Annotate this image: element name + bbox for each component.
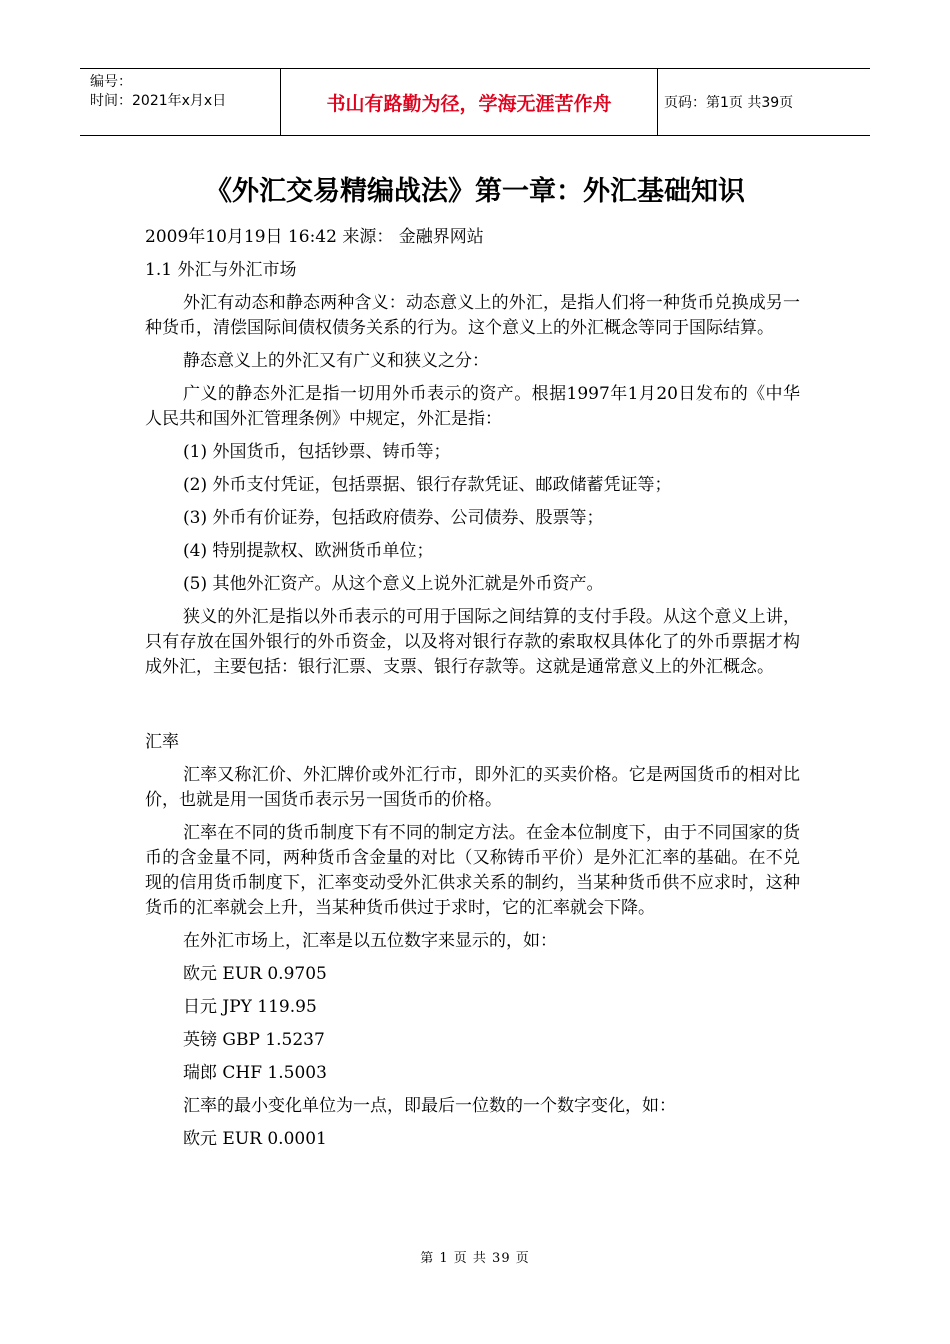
paragraph: 静态意义上的外汇又有广义和狭义之分： (183, 351, 489, 371)
list-item: (5) 其他外汇资产。从这个意义上说外汇就是外币资产。 (183, 574, 604, 594)
section-spacer (145, 688, 800, 730)
paragraph: 狭义的外汇是指以外币表示的可用于国际之间结算的支付手段。从这个意义上讲，只有存放在国外银行的外币资金，以及将对银行存款的索取权具体化了的外币票据才构成外汇，主要包括：银行汇票、支票、银行存款等。这就是通常意义上的外汇概念。 (145, 607, 800, 677)
number-label: 编号： (90, 74, 132, 90)
section-heading-forex: 1.1 外汇与外汇市场 (145, 260, 297, 280)
list-item: (3) 外币有价证券，包括政府债券、公司债券、股票等； (183, 508, 604, 528)
document-body (145, 225, 800, 1160)
header-info-cell (80, 69, 281, 135)
section-heading-exchange-rate: 汇率 (145, 732, 179, 752)
page-header (80, 68, 870, 136)
list-item: (4) 特别提款权、欧洲货币单位； (183, 541, 434, 561)
rate-item: 欧元 EUR 0.9705 (183, 964, 327, 984)
rate-item: 英镑 GBP 1.5237 (183, 1030, 325, 1050)
list-item: (1) 外国货币，包括钞票、铸币等； (183, 442, 451, 462)
page-footer: 第 1 页 共 39 页 (420, 1251, 530, 1266)
header-page-info: 页码：第1页 共39页 (664, 95, 794, 111)
paragraph: 广义的静态外汇是指一切用外币表示的资产。根据1997年1月20日发布的《中华人民共和国外汇管理条例》中规定，外汇是指： (145, 384, 800, 429)
header-motto: 书山有路勤为径，学海无涯苦作舟 (281, 69, 658, 135)
document-title: 《外汇交易精编战法》第一章：外汇基础知识 (205, 176, 745, 207)
date-label: 时间：2021年x月x日 (90, 93, 227, 109)
paragraph: 在外汇市场上，汇率是以五位数字来显示的，如： (183, 931, 557, 951)
article-meta: 2009年10月19日 16:42 来源： 金融界网站 (145, 227, 484, 247)
paragraph: 汇率的最小变化单位为一点，即最后一位数的一个数字变化，如： (183, 1096, 676, 1116)
rate-item: 日元 JPY 119.95 (183, 997, 317, 1017)
paragraph: 外汇有动态和静态两种含义：动态意义上的外汇，是指人们将一种货币兑换成另一种货币，清偿国际间债权债务关系的行为。这个意义上的外汇概念等同于国际结算。 (145, 293, 800, 338)
list-item: (2) 外币支付凭证，包括票据、银行存款凭证、邮政储蓄凭证等； (183, 475, 672, 495)
paragraph: 汇率又称汇价、外汇牌价或外汇行市，即外汇的买卖价格。它是两国货币的相对比价，也就是用一国货币表示另一国货币的价格。 (145, 765, 800, 810)
rate-item: 欧元 EUR 0.0001 (183, 1129, 327, 1149)
rate-item: 瑞郎 CHF 1.5003 (183, 1063, 327, 1083)
paragraph: 汇率在不同的货币制度下有不同的制定方法。在金本位制度下，由于不同国家的货币的含金量不同，两种货币含金量的对比（又称铸币平价）是外汇汇率的基础。在不兑现的信用货币制度下，汇率变动受外汇供求关系的制约，当某种货币供不应求时，这种货币的汇率就会上升，当某种货币供过于求时，它的汇率就会下降。 (145, 823, 800, 918)
